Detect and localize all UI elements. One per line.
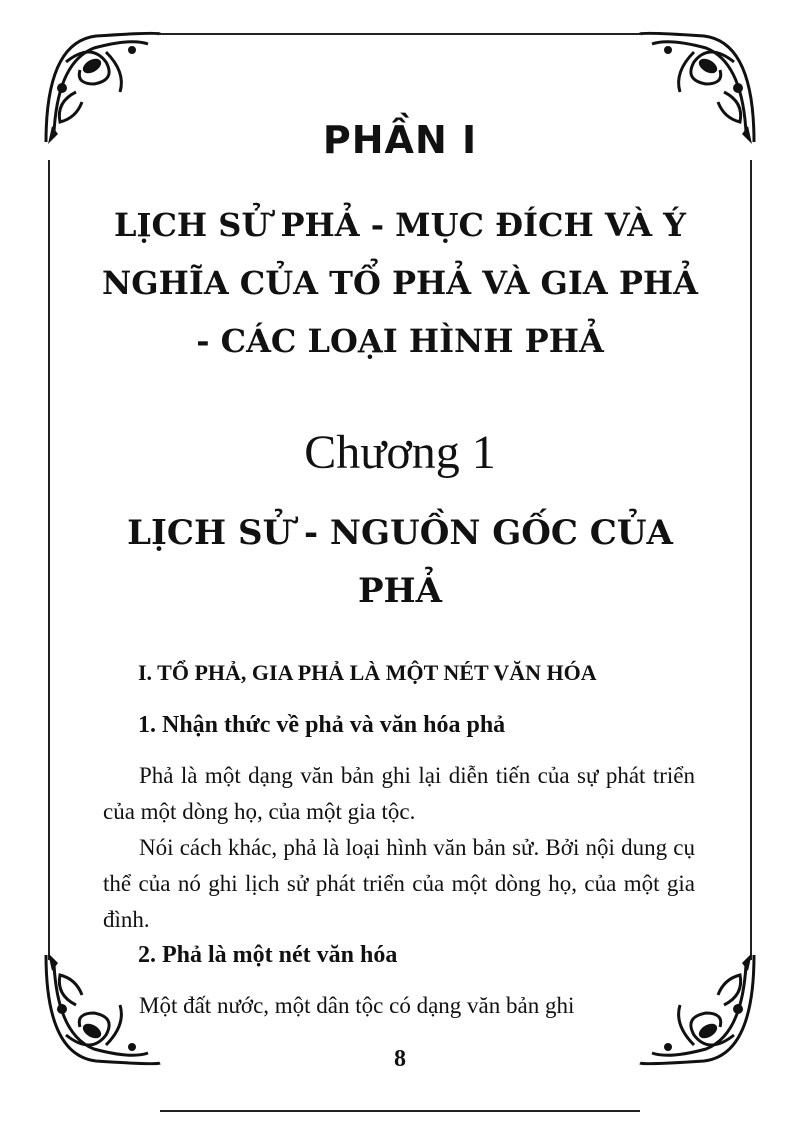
chapter-title: Chương 1 (304, 426, 496, 479)
subsection-heading: 2. Phả là một nét văn hóa (138, 942, 398, 968)
subsection-body (103, 758, 695, 938)
paragraph: Phả là một dạng văn bản ghi lại diễn tiến của sự phát triển của một dòng họ, của một gia tộc. (103, 763, 695, 824)
frame-left-line (48, 160, 50, 960)
part-subtitle: LỊCH SỬ PHẢ - MỤC ĐÍCH VÀ Ý NGHĨA CỦA TỔ PHẢ VÀ GIA PHẢ - CÁC LOẠI HÌNH PHẢ (102, 206, 698, 360)
section-heading: I. TỔ PHẢ, GIA PHẢ LÀ MỘT NÉT VĂN HÓA (138, 660, 597, 685)
paragraph: Nói cách khác, phả là loại hình văn bản sử. Bởi nội dung cụ thể của nó ghi lịch sử phát triển của một dòng họ, của một gia đình. (103, 835, 695, 932)
paragraph: Một đất nước, một dân tộc có dạng văn bản ghi (139, 993, 575, 1018)
frame-top-line (160, 33, 640, 35)
frame-right-line (750, 160, 752, 960)
subsection-body (103, 988, 695, 1024)
part-title: PHẦN I (322, 118, 478, 162)
page-number: 8 (394, 1046, 406, 1072)
frame-bottom-line (160, 1110, 640, 1112)
subsection-heading: 1. Nhận thức về phả và văn hóa phả (138, 712, 506, 738)
chapter-subtitle: LỊCH SỬ - NGUỒN GỐC CỦA PHẢ (127, 513, 673, 611)
